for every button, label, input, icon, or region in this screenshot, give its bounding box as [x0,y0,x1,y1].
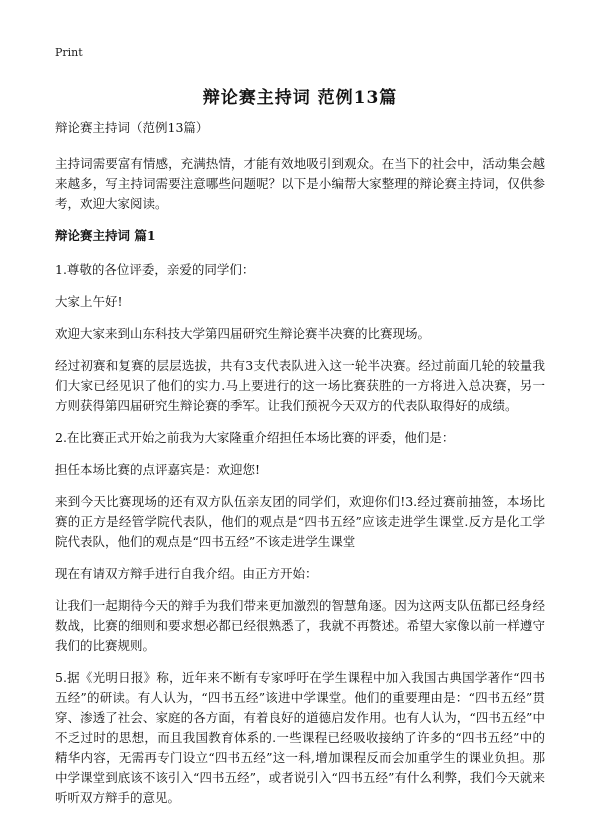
document-subtitle: 辩论赛主持词（范例13篇） [55,120,209,135]
body-paragraph: 来到今天比赛现场的还有双方队伍亲友团的同学们，欢迎你们!3.经过赛前抽签，本场比赛的正方是经管学院代表队，他们的观点是“四书五经”应该走进学生课堂.反方是化工学院代表队，他们的观点是“四书五经”不该走进学生课堂 [55,494,545,549]
body-paragraph: 1.尊敬的各位评委，亲爱的同学们： [55,262,255,277]
print-link[interactable]: Print [55,46,83,59]
body-paragraph: 大家上午好! [55,294,123,309]
document-body [55,118,545,820]
section-heading: 辩论赛主持词 篇1 [55,228,156,243]
body-paragraph: 经过初赛和复赛的层层选拔，共有3支代表队进入这一轮半决赛。经过前面几轮的较量我们大家已经见识了他们的实力.马上要进行的这一场比赛获胜的一方将进入总决赛，另一方则获得第四届研究生辩论赛的季军。让我们预祝今天双方的代表队取得好的成绩。 [55,358,545,413]
page-title: 辩论赛主持词 范例13篇 [202,88,398,108]
body-paragraph: 现在有请双方辩手进行自我介绍。由正方开始： [55,566,318,581]
body-paragraph: 担任本场比赛的点评嘉宾是：欢迎您! [55,462,261,477]
body-paragraph: 2.在比赛正式开始之前我为大家隆重介绍担任本场比赛的评委，他们是： [55,430,455,445]
body-paragraph: 5.据《光明日报》称，近年来不断有专家呼吁在学生课程中加入我国古典国学著作“四书五经”的研读。有人认为，“四书五经”该进中学课堂。他们的重要理由是：“四书五经”贯穿、渗透了社会、家庭的各方面，有着良好的道德启发作用。也有人认为，“四书五经”中不乏过时的思想，而且我国教育体系的.一些课程已经吸收接纳了许多的“四书五经”中的精华内容，无需再专门设立“四书五经”这一科,增加课程反而会加重学生的课业负担。那中学课堂到底该不该引入“四书五经”，或者说引入“四书五经”有什么利弊，我们今天就来听听双方辩手的意见。 [55,670,545,805]
body-paragraph: 让我们一起期待今天的辩手为我们带来更加激烈的智慧角逐。因为这两支队伍都已经身经数战，比赛的细则和要求想必都已经很熟悉了，我就不再赘述。希望大家像以前一样遵守我们的比赛规则。 [55,598,545,653]
intro-paragraph: 主持词需要富有情感，充满热情，才能有效地吸引到观众。在当下的社会中，活动集会越来越多，写主持词需要注意哪些问题呢？以下是小编帮大家整理的辩论赛主持词，仅供参考，欢迎大家阅读。 [55,156,545,211]
body-paragraph: 欢迎大家来到山东科技大学第四届研究生辩论赛半决赛的比赛现场。 [55,326,431,341]
